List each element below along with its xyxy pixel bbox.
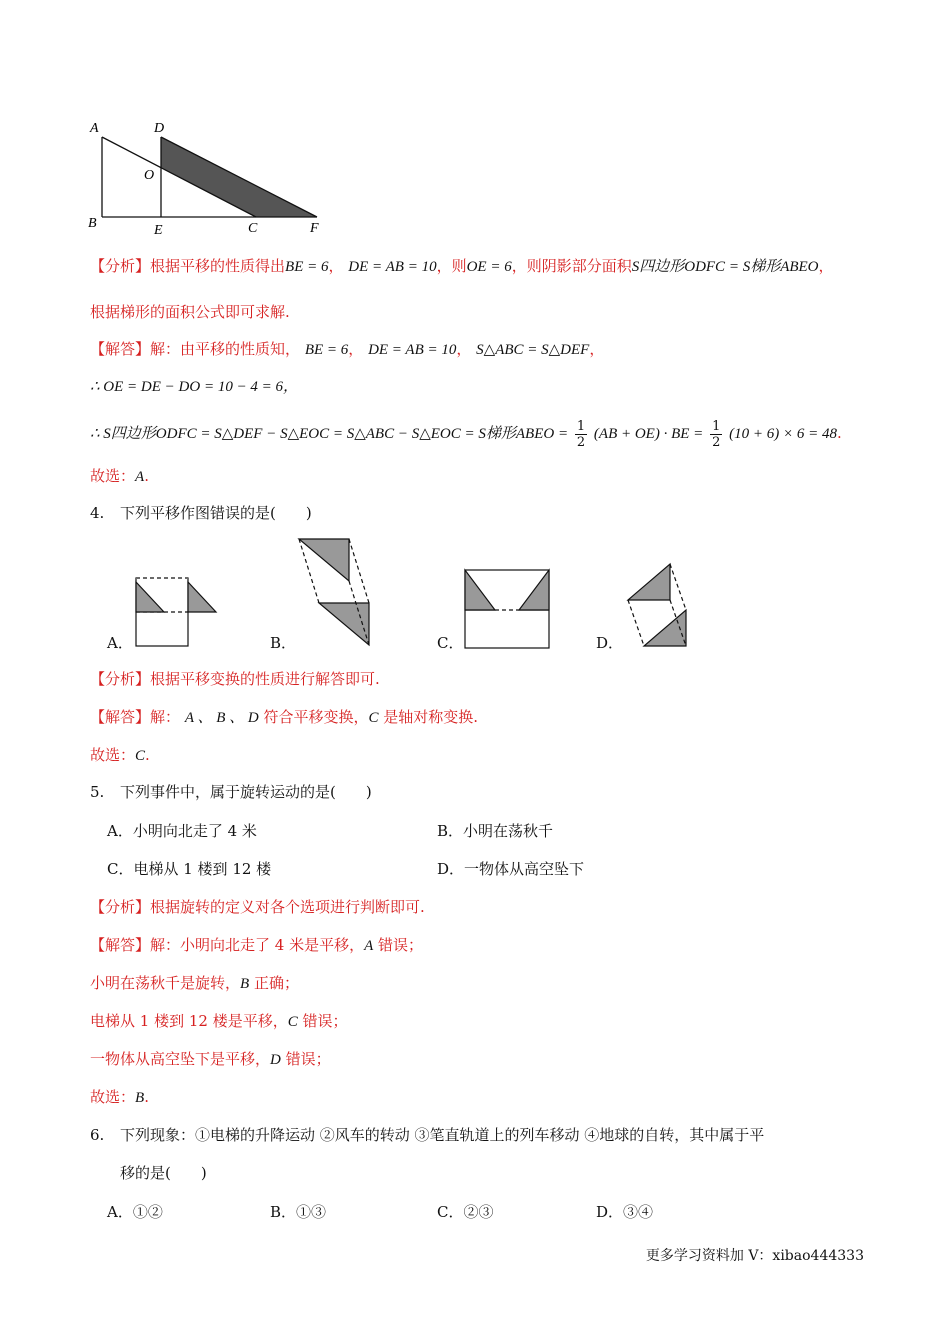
q6-option-b[interactable]: B．①③ — [270, 1203, 327, 1221]
solution-tag: 【解答】 — [90, 708, 151, 726]
label-b: B — [88, 216, 97, 231]
analysis-text: 根据平移的性质得出 — [150, 257, 286, 275]
choose-end: . — [144, 1088, 149, 1106]
choose-end: . — [144, 467, 149, 485]
triangle-shape — [188, 582, 216, 612]
q4-choose — [90, 745, 150, 766]
q6-stem-1 — [90, 1125, 764, 1145]
sol-mid: 符合平移变换， — [258, 708, 369, 726]
q6-option-d[interactable]: D．③④ — [596, 1203, 654, 1221]
sol4-text: 一物体从高空坠下是平移， — [90, 1050, 271, 1068]
choose-answer: C — [135, 748, 146, 764]
footer-note: 更多学习资料加 V：xibao444333 — [645, 1248, 864, 1264]
area-end: (10 + 6) × 6 = 48 — [729, 426, 837, 442]
q4-option-b[interactable]: B． — [270, 634, 297, 652]
q5-stem — [90, 782, 372, 802]
sol-end: 是轴对称变换. — [378, 708, 479, 726]
eq-area: S四边形ODFC = S梯形ABEO — [631, 259, 819, 275]
q4-figure-c — [460, 565, 555, 655]
eq-be: BE = 6 — [285, 259, 329, 275]
q3-analysis-line1 — [90, 256, 834, 277]
q5-number: 5. — [90, 783, 105, 801]
sep3: ， — [348, 340, 364, 358]
choose-label: 故选： — [90, 1088, 136, 1106]
figure-translation-triangles — [82, 112, 332, 242]
sep4: ， — [456, 340, 472, 358]
q6-number: 6. — [90, 1126, 105, 1144]
sep2: ， — [818, 257, 834, 275]
q4-option-c[interactable]: C． — [437, 634, 464, 652]
q4-stem — [90, 503, 312, 523]
q4-figure-a — [130, 572, 225, 652]
q4-analysis — [90, 669, 380, 689]
q6-option-a[interactable]: A．①② — [107, 1203, 163, 1221]
label-d: D — [154, 121, 165, 136]
q5-solution-3 — [90, 1011, 348, 1032]
period: . — [837, 424, 842, 442]
q5-option-a[interactable]: A．小明向北走了 4 米 — [107, 822, 257, 840]
triangle-shape — [628, 564, 670, 600]
q5-option-d[interactable]: D．一物体从高空坠下 — [437, 860, 585, 878]
sep: ， — [328, 257, 344, 275]
sol1-var: A — [364, 938, 374, 954]
label-e: E — [154, 223, 163, 238]
triangle-shape — [465, 570, 495, 610]
analysis-text: 根据旋转的定义对各个选项进行判断即可. — [150, 898, 425, 916]
q5-text: 下列事件中，属于旋转运动的是( ) — [120, 783, 372, 801]
label-f: F — [310, 221, 319, 236]
q3-solution-line1 — [90, 339, 604, 360]
q3-choose — [90, 466, 149, 487]
area-mid: (AB + OE) · BE = — [593, 426, 704, 442]
sol4-end: 错误； — [280, 1050, 331, 1068]
shaded-area: ，则阴影部分面积 — [511, 257, 632, 275]
fraction-half-1: $\frac{1}{2}$ — [576, 418, 586, 450]
q4-number: 4. — [90, 504, 105, 522]
label-o: O — [144, 168, 155, 183]
sol-abd: A 、 B 、 D — [184, 710, 259, 726]
q5-option-b[interactable]: B．小明在荡秋千 — [437, 822, 554, 840]
sol3-text: 电梯从 1 楼到 12 楼是平移， — [90, 1012, 288, 1030]
sol-c: C — [368, 710, 379, 726]
q6-stem-2: 移的是( ) — [120, 1164, 207, 1182]
label-a: A — [90, 121, 99, 136]
q4-solution — [90, 707, 478, 728]
choose-label: 故选： — [90, 746, 136, 764]
q4-text: 下列平移作图错误的是( ) — [120, 504, 312, 522]
sol2-var: B — [240, 976, 250, 992]
q4-figure-d — [620, 560, 690, 652]
eq-be2: BE = 6 — [304, 342, 349, 358]
sol1-end: 错误； — [373, 936, 424, 954]
choose-answer: B — [135, 1090, 145, 1106]
sol4-var: D — [270, 1052, 281, 1068]
q6-option-c[interactable]: C．②③ — [437, 1203, 494, 1221]
area-pre: ∴ S四边形ODFC = S△DEF − S△EOC = S△ABC − S△EOC = S梯形ABEO = — [90, 426, 569, 442]
solution-intro: 解： — [150, 708, 181, 726]
triangle-shape — [319, 603, 369, 645]
sol2-text: 小明在荡秋千是旋转， — [90, 974, 241, 992]
sol1-text: 解：小明向北走了 4 米是平移， — [150, 936, 365, 954]
q3-analysis-line2: 根据梯形的面积公式即可求解. — [90, 303, 290, 321]
eq-de-ab2: DE = AB = 10 — [368, 342, 457, 358]
analysis-tag: 【分析】 — [90, 898, 151, 916]
q4-option-d[interactable]: D． — [596, 634, 624, 652]
q6-text-1: 下列现象：①电梯的升降运动 ②风车的转动 ③笔直轨道上的列车移动 ④地球的自转，其中属于平 — [120, 1126, 765, 1144]
eq-de-ab: DE = AB = 10 — [348, 259, 437, 275]
solution-tag: 【解答】 — [90, 340, 151, 358]
eq-s-equal: S△ABC = S△DEF — [476, 342, 590, 358]
analysis-text: 根据平移变换的性质进行解答即可. — [150, 670, 380, 688]
solution-tag: 【解答】 — [90, 936, 151, 954]
sol3-end: 错误； — [297, 1012, 348, 1030]
q5-option-c[interactable]: C．电梯从 1 楼到 12 楼 — [107, 860, 272, 878]
choose-end: . — [145, 746, 150, 764]
q5-solution-2 — [90, 973, 299, 994]
q5-choose — [90, 1087, 149, 1108]
eq-oe: OE = 6 — [466, 259, 512, 275]
q5-solution-4 — [90, 1049, 331, 1070]
choose-label: 故选： — [90, 467, 136, 485]
sep5: ， — [589, 340, 605, 358]
triangle-shape — [299, 539, 349, 581]
sol3-var: C — [287, 1014, 298, 1030]
fraction-half-2: $\frac{1}{2}$ — [712, 418, 721, 450]
q5-analysis — [90, 897, 425, 917]
q3-solution-oe: ∴ OE = DE − DO = 10 − 4 = 6， — [90, 379, 299, 395]
sol2-end: 正确； — [249, 974, 299, 992]
triangle-shape — [519, 570, 549, 610]
then: ，则 — [436, 257, 467, 275]
choose-answer: A — [135, 469, 145, 485]
triangle-shape — [136, 582, 164, 612]
q3-solution-area — [90, 414, 842, 452]
analysis-tag: 【分析】 — [90, 257, 151, 275]
q4-option-a[interactable]: A． — [107, 634, 133, 652]
analysis-tag: 【分析】 — [90, 670, 151, 688]
q5-solution-1 — [90, 935, 423, 956]
q4-figure-b — [295, 535, 375, 650]
label-c: C — [248, 221, 258, 236]
solution-text: 解：由平移的性质知， — [150, 340, 301, 358]
